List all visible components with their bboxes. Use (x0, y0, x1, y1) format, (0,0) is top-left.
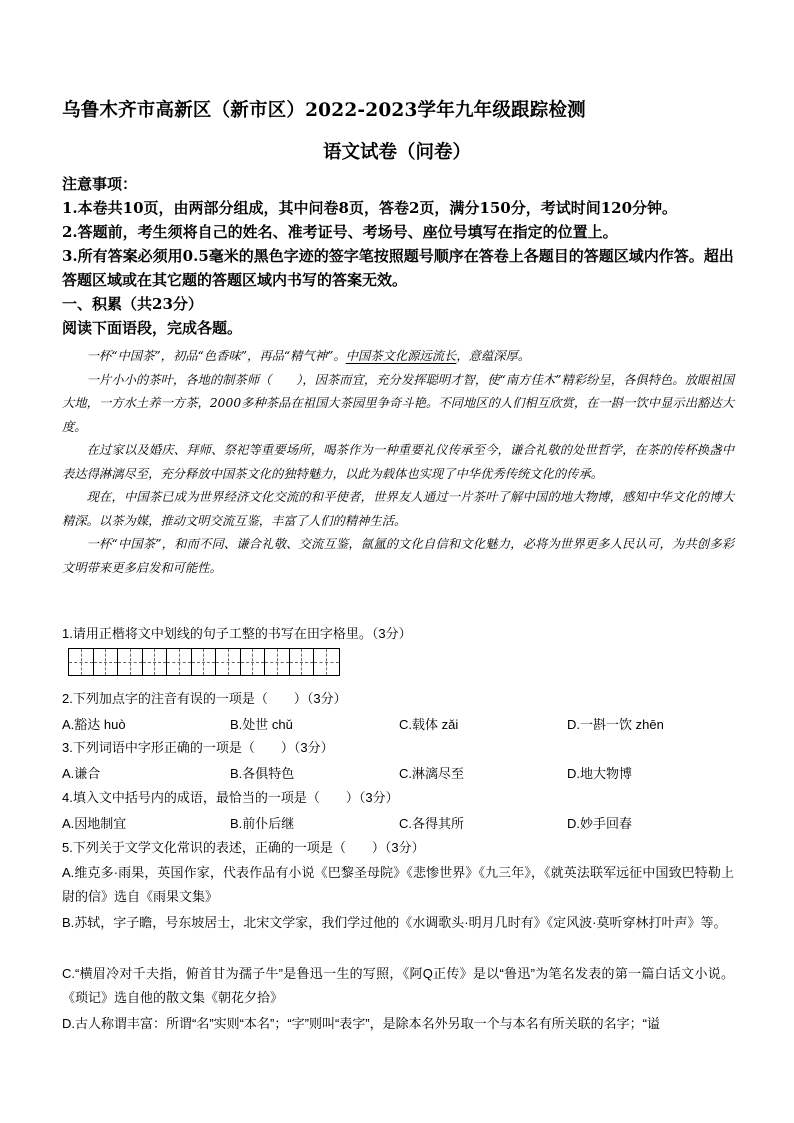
q2-option-b[interactable]: B.处世 chǔ (230, 717, 293, 732)
question-3-options (62, 763, 742, 785)
question-3: 3.下列词语中字形正确的一项是（ ）（3分） (62, 740, 334, 755)
q4-option-c[interactable]: C.各得其所 (399, 816, 465, 831)
tianzige-cell[interactable] (167, 649, 192, 675)
q4-option-a[interactable]: A.因地制宜 (62, 816, 127, 831)
reading-passage (62, 345, 734, 580)
q3-option-a[interactable]: A.谦合 (62, 766, 101, 781)
passage-p1-end: ，意蕴深厚。 (456, 349, 531, 363)
q2-option-d[interactable]: D.一斟一饮 zhēn (567, 717, 664, 732)
tianzige-cell[interactable] (241, 649, 266, 675)
q2-option-a[interactable]: A.豁达 huò (62, 717, 126, 732)
q5-option-c[interactable]: C.“横眉冷对千夫指，俯首甘为孺子牛”是鲁迅一生的写照，《阿Q正传》是以“鲁迅”为笔名发表的第一篇白话文小说。《琐记》选自他的散文集《朝花夕拾》 (62, 966, 734, 1005)
q4-option-b[interactable]: B.前仆后继 (230, 816, 295, 831)
question-5: 5.下列关于文学文化常识的表述，正确的一项是（ ）（3分） (62, 840, 425, 855)
question-1: 1.请用正楷将文中划线的句子工整的书写在田字格里。（3分） (62, 626, 412, 641)
underlined-sentence: 中国茶文化源远流长 (345, 349, 457, 363)
question-2: 2.下列加点字的注音有误的一项是（ ）（3分） (62, 691, 347, 706)
notice-item-1: 1.本卷共10页，由两部分组成，其中问卷8页，答卷2页，满分150分，考试时间120分钟。 (62, 199, 678, 217)
q2-option-c[interactable]: C.载体 zǎi (399, 717, 459, 732)
tianzige-cell[interactable] (290, 649, 315, 675)
exam-subtitle: 语文试卷（问卷） (322, 142, 471, 163)
q5-option-a[interactable]: A.维克多·雨果，英国作家，代表作品有小说《巴黎圣母院》《悲惨世界》《九三年》，《就英法联军远征中国致巴特勒上尉的信》选自《雨果文集》 (62, 865, 734, 904)
q5-option-b[interactable]: B.苏轼，字子瞻，号东坡居士，北宋文学家，我们学过他的《水调歌头·明月几时有》《定风波·莫听穿林打叶声》等。 (62, 915, 727, 930)
passage-p1-start: 一杯“中国茶”，初品“色香味”，再品“精气神”。 (86, 349, 346, 363)
notice-item-3: 3.所有答案必须用0.5毫米的黑色字迹的签字笔按照题号顺序在答卷上各题目的答题区域内作答。超出答题区域或在其它题的答题区域内书写的答案无效。 (62, 247, 734, 289)
tianzige-cell[interactable] (216, 649, 241, 675)
q3-option-c[interactable]: C.淋漓尽至 (399, 766, 465, 781)
tianzige-cell[interactable] (94, 649, 119, 675)
question-2-options (62, 714, 742, 736)
passage-paragraph-1 (62, 345, 734, 369)
q3-option-b[interactable]: B.各俱特色 (230, 766, 295, 781)
notice-heading: 注意事项： (62, 175, 138, 193)
section1-instruction: 阅读下面语段，完成各题。 (62, 319, 243, 337)
tianzige-cell[interactable] (265, 649, 290, 675)
passage-paragraph-2: 一片小小的茶叶，各地的制茶师（ ），因茶而宜，充分发挥聪明才智，使“南方佳木”精彩纷呈，各俱特色。放眼祖国大地，一方水土养一方茶，2000多种茶品在祖国大茶园里争奇斗艳。不同地区的人们相互欣赏，在一斟一饮中显示出豁达大度。 (62, 372, 734, 434)
tianzige-cell[interactable] (69, 649, 94, 675)
passage-paragraph-5: 一杯“中国茶”，和而不同、谦合礼敬、交流互鉴，氤氲的文化自信和文化魅力，必将为世界更多人民认可，为共创多彩文明带来更多启发和可能性。 (62, 537, 734, 575)
passage-paragraph-4: 现在，中国茶已成为世界经济文化交流的和平使者，世界友人通过一片茶叶了解中国的地大物博，感知中华文化的博大精深。以茶为媒，推动文明交流互鉴，丰富了人们的精神生活。 (62, 490, 734, 528)
tianzige-cell[interactable] (314, 649, 339, 675)
question-4: 4.填入文中括号内的成语，最恰当的一项是（ ）（3分） (62, 790, 399, 805)
notice (62, 172, 734, 340)
question-4-options (62, 813, 742, 835)
tianzige-cell[interactable] (192, 649, 217, 675)
section1-heading: 一、积累（共23分） (62, 295, 203, 313)
q4-option-d[interactable]: D.妙手回春 (567, 816, 633, 831)
q5-option-d[interactable]: D.古人称谓丰富：所谓“名”实则“本名”；“字”则叫“表字”，是除本名外另取一个与本名有所关联的名字；“谥 (62, 1016, 660, 1031)
passage-paragraph-3: 在过家以及婚庆、拜师、祭祀等重要场所，喝茶作为一种重要礼仪传承至今，谦合礼敬的处世哲学，在茶的传杯换盏中表达得淋漓尽至，充分释放中国茶文化的独特魅力，以此为载体也实现了中华优秀传统文化的传承。 (62, 443, 734, 481)
notice-item-2: 2.答题前，考生须将自己的姓名、准考证号、考场号、座位号填写在指定的位置上。 (62, 223, 618, 241)
tianzige-cell[interactable] (118, 649, 143, 675)
q3-option-d[interactable]: D.地大物博 (567, 766, 633, 781)
tianzige-grid[interactable] (68, 648, 340, 676)
tianzige-cell[interactable] (143, 649, 168, 675)
exam-title: 乌鲁木齐市高新区（新市区）2022-2023学年九年级跟踪检测 (62, 100, 586, 121)
